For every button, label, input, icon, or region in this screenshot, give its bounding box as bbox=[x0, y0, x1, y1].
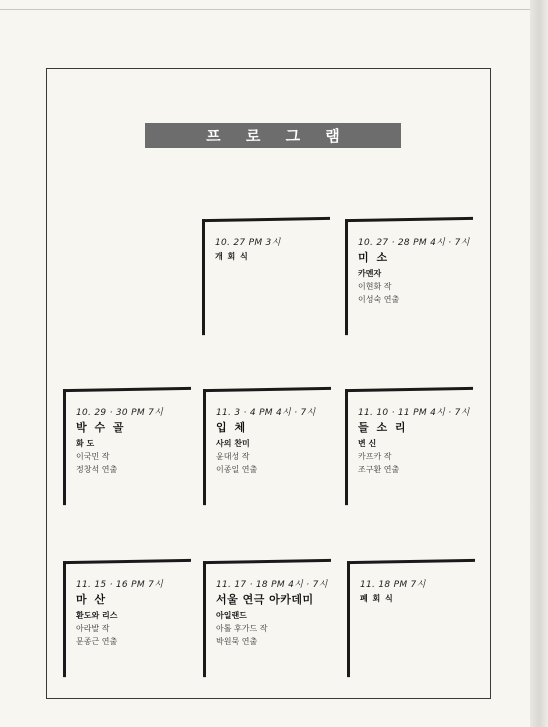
program-director: 박원묵 연출 bbox=[216, 636, 258, 646]
program-author: 카프카 작 bbox=[358, 451, 392, 461]
program-troupe: 미 소 bbox=[358, 250, 390, 264]
program-play: 화 도 bbox=[76, 438, 95, 448]
program-troupe: 들 소 리 bbox=[358, 420, 408, 434]
program-item-deulsori bbox=[345, 387, 473, 505]
program-item-ipche bbox=[203, 387, 331, 505]
program-author: 이현화 작 bbox=[358, 281, 392, 291]
program-director: 이성숙 연출 bbox=[358, 294, 400, 304]
program-date: 10. 29 · 30 PM 7시 bbox=[76, 407, 164, 418]
program-director: 정창석 연출 bbox=[76, 464, 118, 474]
program-event: 폐 회 식 bbox=[360, 593, 394, 603]
program-play: 변 신 bbox=[358, 438, 377, 448]
program-item-paksugol bbox=[63, 387, 191, 505]
program-item-miso bbox=[345, 217, 473, 335]
program-item-closing bbox=[347, 559, 475, 677]
program-title-bar bbox=[145, 123, 401, 148]
page-edge-shadow bbox=[530, 0, 548, 727]
program-troupe: 박 수 골 bbox=[76, 420, 126, 434]
program-play: 환도와 리스 bbox=[76, 610, 118, 620]
program-date: 10. 27 PM 3시 bbox=[215, 237, 281, 248]
program-author: 이국민 작 bbox=[76, 451, 110, 461]
program-director: 조구환 연출 bbox=[358, 464, 400, 474]
program-play: 아일랜드 bbox=[216, 610, 247, 620]
program-troupe: 마 산 bbox=[76, 592, 108, 606]
program-play: 카멘자 bbox=[358, 268, 382, 278]
program-date: 11. 17 · 18 PM 4시 · 7시 bbox=[216, 579, 328, 590]
program-troupe: 서울 연극 아카데미 bbox=[216, 592, 314, 606]
program-director: 이종일 연출 bbox=[216, 464, 258, 474]
program-author: 아라발 작 bbox=[76, 623, 110, 633]
program-item-masan bbox=[63, 559, 191, 677]
program-troupe: 입 체 bbox=[216, 420, 248, 434]
program-date: 11. 18 PM 7시 bbox=[360, 579, 426, 590]
program-date: 11. 3 · 4 PM 4시 · 7시 bbox=[216, 407, 316, 418]
program-date: 10. 27 · 28 PM 4시 · 7시 bbox=[358, 237, 470, 248]
program-author: 아톨 후가드 작 bbox=[216, 623, 268, 633]
program-director: 문종근 연출 bbox=[76, 636, 118, 646]
program-item-opening bbox=[202, 217, 330, 335]
top-edge-line bbox=[0, 9, 530, 10]
program-author: 윤대성 작 bbox=[216, 451, 250, 461]
program-event: 개 회 식 bbox=[215, 251, 249, 261]
program-play: 사의 찬미 bbox=[216, 438, 250, 448]
program-date: 11. 10 · 11 PM 4시 · 7시 bbox=[358, 407, 470, 418]
program-item-seoul-academy bbox=[203, 559, 331, 677]
program-title: 프 로 그 램 bbox=[206, 127, 350, 145]
program-date: 11. 15 · 16 PM 7시 bbox=[76, 579, 164, 590]
